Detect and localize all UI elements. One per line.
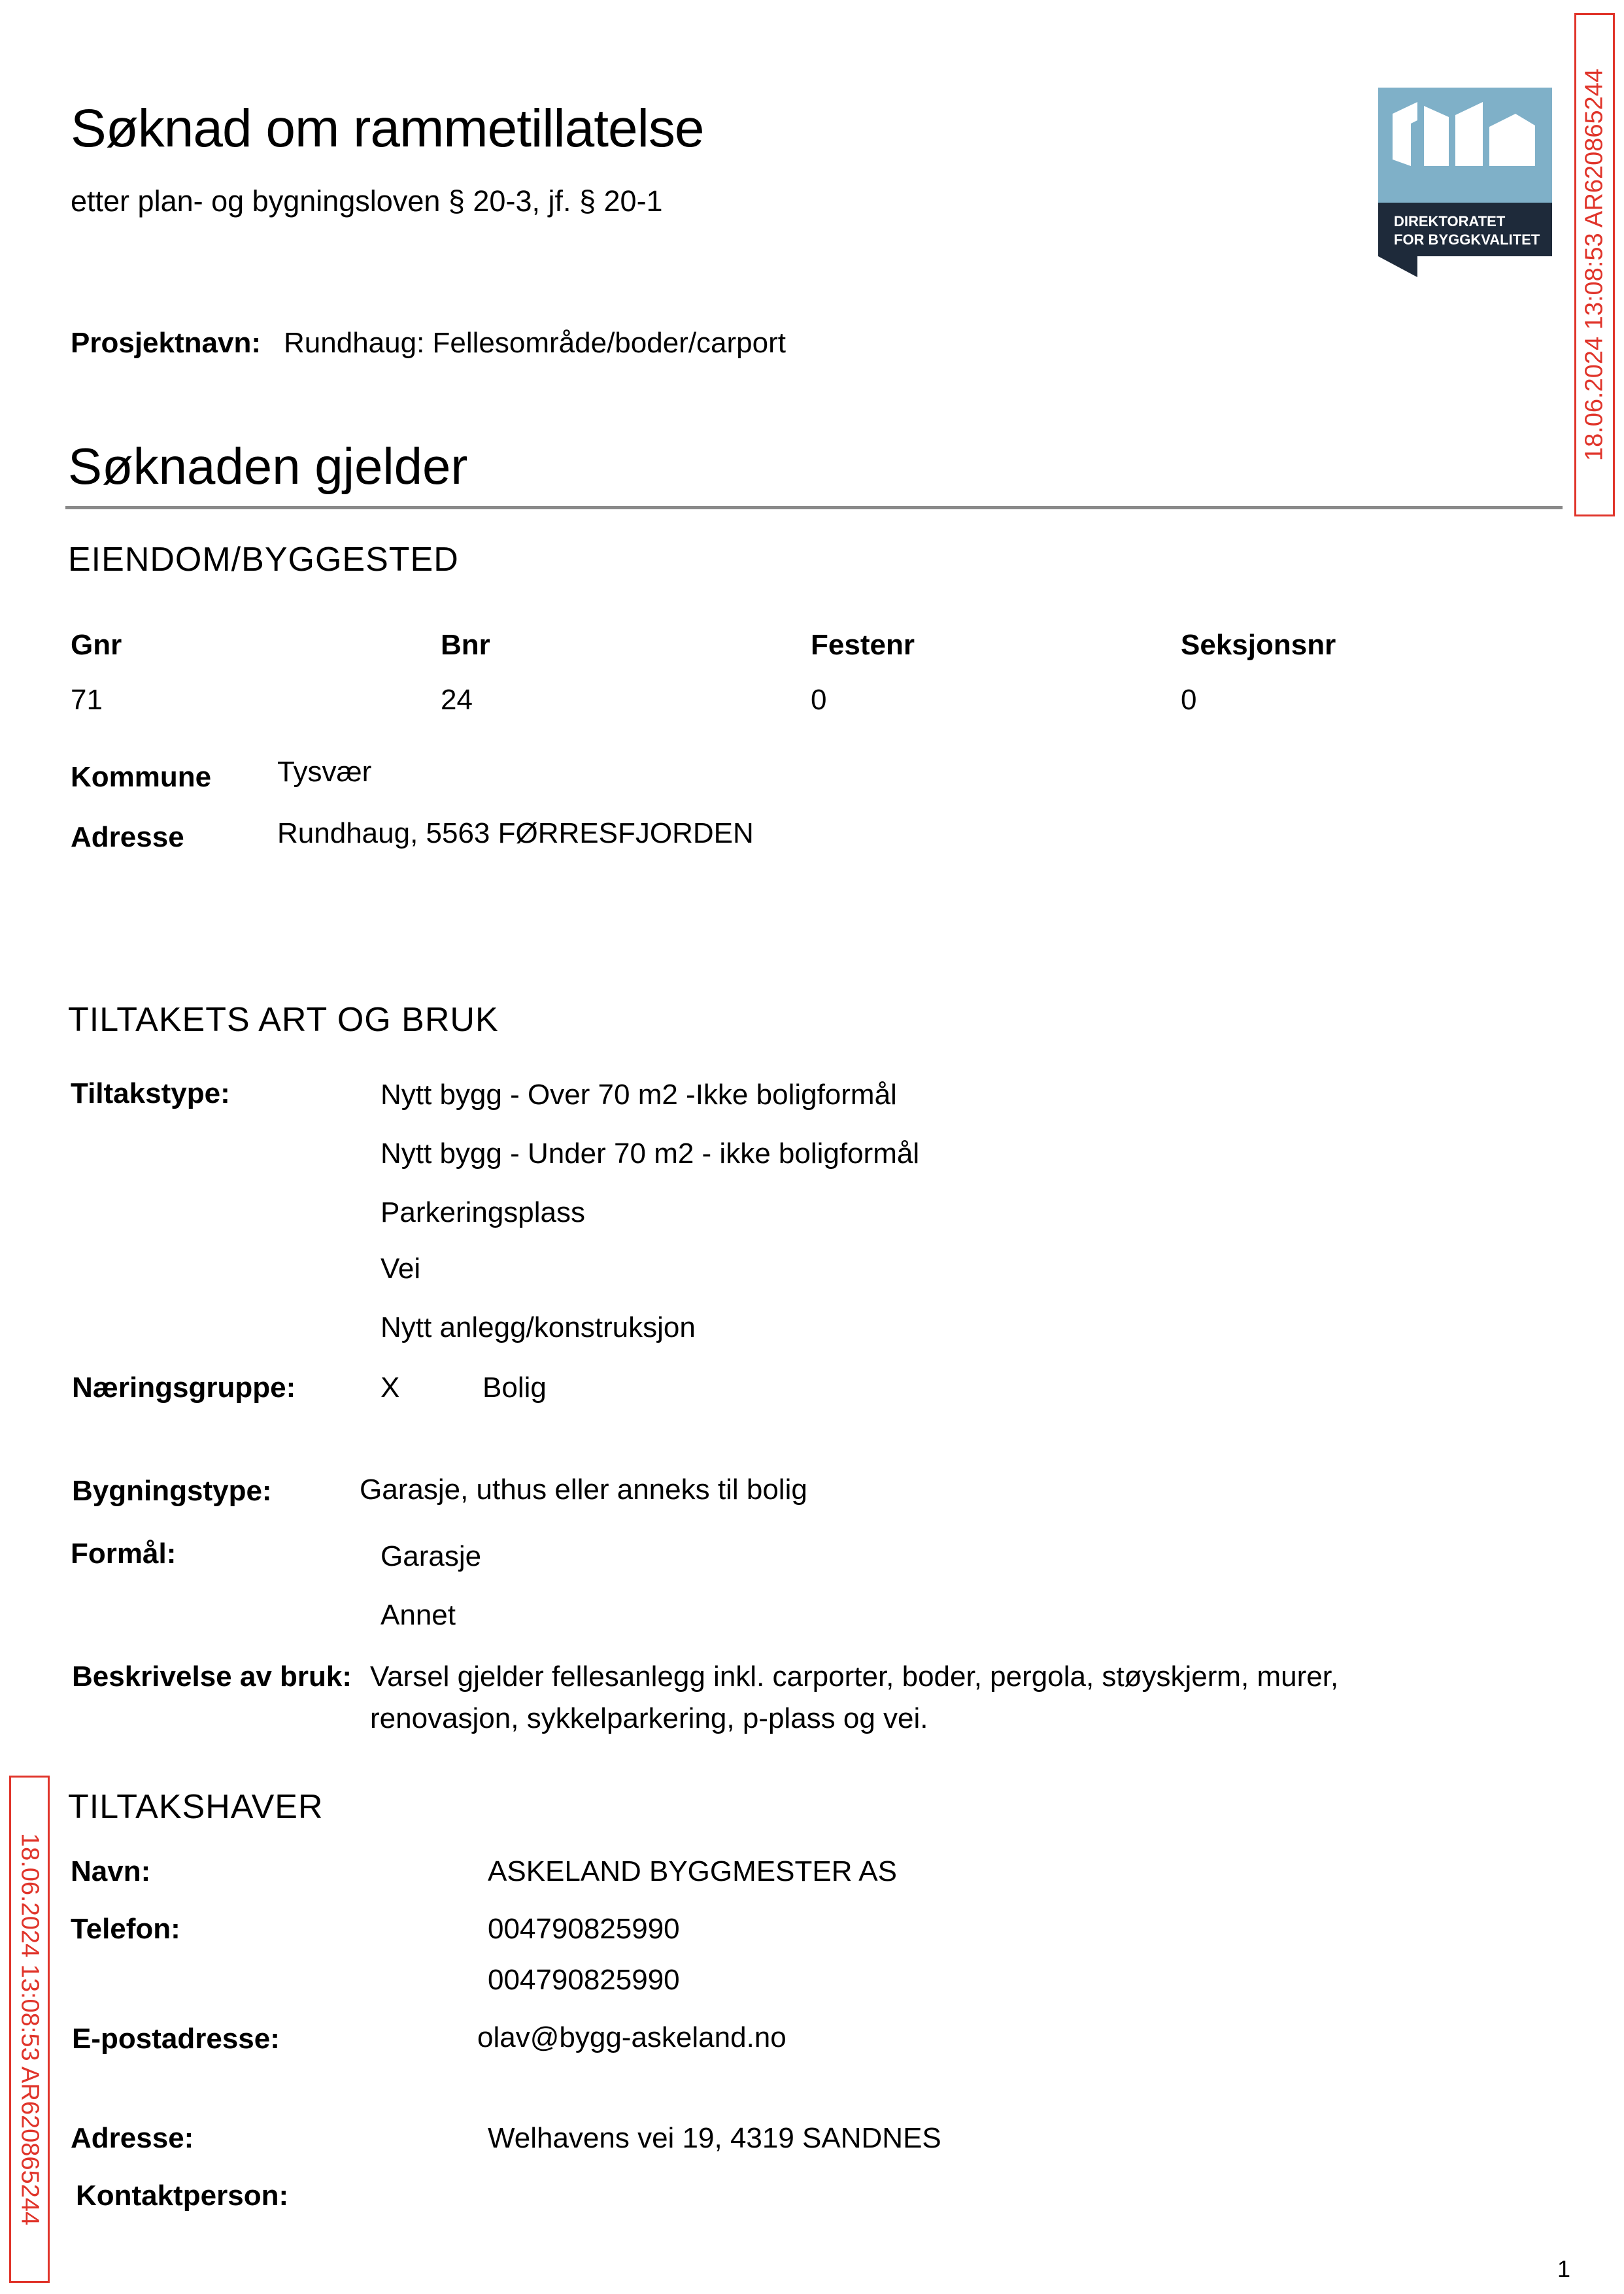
adresse-value: Rundhaug, 5563 FØRRESFJORDEN <box>277 817 754 849</box>
bygningstype-label: Bygningstype: <box>72 1475 272 1507</box>
tiltakstype-item: Parkeringsplass <box>381 1196 586 1228</box>
formaal-item: Garasje <box>381 1540 482 1572</box>
page-number: 1 <box>1557 2255 1571 2282</box>
festenr-value: 0 <box>811 684 827 716</box>
beskrivelse-line: renovasjon, sykkelparkering, p-plass og vei. <box>370 1702 928 1734</box>
telefon-value: 004790825990 <box>488 1964 680 1996</box>
timestamp-stamp-left <box>9 1776 50 2283</box>
adresse-label: Adresse <box>71 821 184 853</box>
kommune-label: Kommune <box>71 761 212 793</box>
seksjonsnr-value: 0 <box>1181 684 1197 716</box>
gnr-value: 71 <box>71 684 103 716</box>
stamp-text: 18.06.2024 13:08:53 AR620865244 <box>16 1832 44 2226</box>
navn-value: ASKELAND BYGGMESTER AS <box>488 1855 897 1887</box>
beskrivelse-label: Beskrivelse av bruk: <box>72 1661 352 1693</box>
eiendom-heading: EIENDOM/BYGGESTED <box>68 541 459 579</box>
epost-value: olav@bygg-askeland.no <box>477 2021 787 2053</box>
telefon-label: Telefon: <box>71 1913 180 1945</box>
document-title: Søknad om rammetillatelse <box>71 99 704 158</box>
tiltakshaver-adresse-label: Adresse: <box>71 2122 194 2154</box>
naeringsgruppe-value: Bolig <box>482 1372 547 1404</box>
tiltakstype-item: Nytt bygg - Over 70 m2 -Ikke boligformål <box>381 1079 897 1111</box>
kommune-value: Tysvær <box>277 756 372 788</box>
festenr-label: Festenr <box>811 629 915 661</box>
stamp-text: 18.06.2024 13:08:53 AR620865244 <box>1580 68 1608 462</box>
tiltak-heading: TILTAKETS ART OG BRUK <box>68 1001 499 1039</box>
logo-text-line2: FOR BYGGKVALITET <box>1394 231 1540 248</box>
tiltakstype-label: Tiltakstype: <box>71 1077 230 1109</box>
gnr-label: Gnr <box>71 629 122 661</box>
epost-label: E-postadresse: <box>72 2023 280 2055</box>
logo-text-line1: DIREKTORATET <box>1394 213 1506 229</box>
project-name-label: Prosjektnavn: <box>71 327 261 359</box>
formaal-label: Formål: <box>71 1538 177 1570</box>
project-name-value: Rundhaug: Fellesområde/boder/carport <box>284 327 787 359</box>
document-subtitle: etter plan- og bygningsloven § 20-3, jf. § 20-1 <box>71 184 663 218</box>
bnr-label: Bnr <box>441 629 490 661</box>
telefon-value: 004790825990 <box>488 1913 680 1945</box>
bnr-value: 24 <box>441 684 473 716</box>
tiltakstype-item: Nytt bygg - Under 70 m2 - ikke boligformål <box>381 1138 920 1170</box>
seksjonsnr-label: Seksjonsnr <box>1181 629 1336 661</box>
bygningstype-value: Garasje, uthus eller anneks til bolig <box>360 1474 807 1506</box>
section-title: Søknaden gjelder <box>68 437 468 495</box>
tiltakshaver-adresse-value: Welhavens vei 19, 4319 SANDNES <box>488 2122 941 2154</box>
section-divider <box>65 506 1563 509</box>
formaal-item: Annet <box>381 1599 456 1631</box>
naeringsgruppe-code: X <box>381 1372 400 1404</box>
beskrivelse-line: Varsel gjelder fellesanlegg inkl. carporter, boder, pergola, støyskjerm, murer, <box>370 1661 1339 1693</box>
tiltakstype-item: Vei <box>381 1253 421 1285</box>
naeringsgruppe-label: Næringsgruppe: <box>72 1372 296 1404</box>
navn-label: Navn: <box>71 1855 151 1887</box>
dibk-logo <box>1378 88 1552 277</box>
tiltakstype-item: Nytt anlegg/konstruksjon <box>381 1311 696 1343</box>
tiltakshaver-heading: TILTAKSHAVER <box>68 1788 324 1826</box>
kontaktperson-label: Kontaktperson: <box>76 2180 289 2212</box>
timestamp-stamp-right <box>1574 13 1615 516</box>
